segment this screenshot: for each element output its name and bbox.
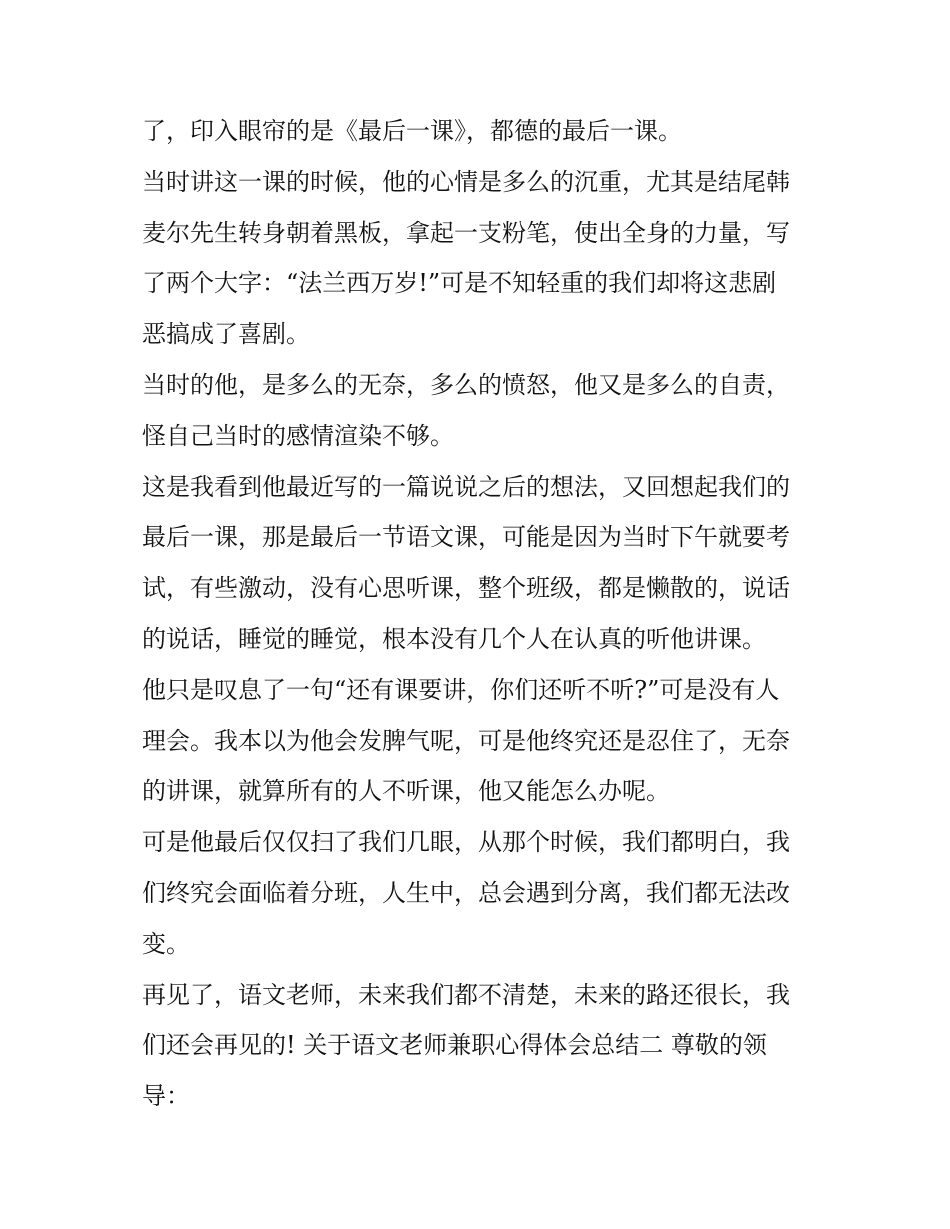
text-line: 试，有些激动，没有心思听课，整个班级，都是懒散的，说话 (142, 574, 790, 603)
text-line: 变。 (142, 929, 190, 958)
text-line: 当时的他，是多么的无奈，多么的愤怒，他又是多么的自责， (142, 370, 790, 399)
text-line: 了，印入眼帘的是《最后一课》，都德的最后一课。 (142, 117, 682, 145)
text-line: 恶搞成了喜剧。 (142, 320, 310, 349)
text-line: 这是我看到他最近写的一篇说说之后的想法，又回想起我们的 (142, 472, 790, 501)
text-line: 们终究会面临着分班，人生中，总会遇到分离，我们都无法改 (142, 878, 790, 907)
text-line: 理会。我本以为他会发脾气呢，可是他终究还是忍住了，无奈 (142, 726, 790, 755)
body-text (142, 106, 822, 1122)
text-line: 当时讲这一课的时候，他的心情是多么的沉重，尤其是结尾韩 (142, 167, 790, 196)
text-line: 的说话，睡觉的睡觉，根本没有几个人在认真的听他讲课。 (142, 624, 766, 653)
text-line: 怪自己当时的感情渲染不够。 (142, 421, 454, 450)
text-line: 的讲课，就算所有的人不听课，他又能怎么办呢。 (142, 777, 670, 806)
text-line: 可是他最后仅仅扫了我们几眼，从那个时候，我们都明白，我 (142, 828, 790, 857)
text-line: 麦尔先生转身朝着黑板，拿起一支粉笔，使出全身的力量，写 (142, 218, 790, 247)
text-line: 他只是叹息了一句“还有课要讲，你们还听不听?”可是没有人 (142, 675, 780, 704)
text-line: 最后一课，那是最后一节语文课，可能是因为当时下午就要考 (142, 523, 790, 552)
text-line: 了两个大字：“法兰西万岁!”可是不知轻重的我们却将这悲剧 (142, 269, 777, 298)
text-line: 们还会再见的! 关于语文老师兼职心得体会总结二 尊敬的领 (142, 1031, 767, 1060)
text-line: 导： (142, 1082, 190, 1111)
text-line: 再见了，语文老师，未来我们都不清楚，未来的路还很长，我 (142, 980, 790, 1009)
